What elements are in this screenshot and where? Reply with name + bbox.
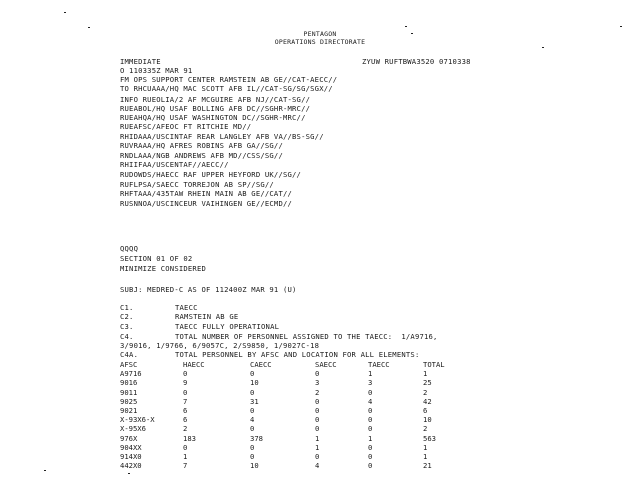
header-line-1: PENTAGON [303, 30, 337, 38]
to-line: TO RHCUAAA/HQ MAC SCOTT AFB IL//CAT-SG/SG/SGX// [120, 84, 333, 93]
afsc-cell: 9025 [120, 396, 138, 406]
afsc-cell: 9021 [120, 406, 138, 416]
afsc-cell: X-95X6 [120, 424, 146, 434]
section-line: SECTION 01 OF 02 [120, 254, 193, 263]
count-cell: 0 [368, 452, 373, 462]
column-header: SAECC [315, 360, 337, 369]
count-cell: 0 [315, 424, 320, 434]
count-cell: 0 [183, 369, 188, 379]
count-cell: 6 [183, 406, 188, 416]
table-row [120, 397, 473, 406]
count-cell: 0 [250, 452, 255, 462]
header-line-2: OPERATIONS DIRECTORATE [274, 38, 366, 46]
info-line: RNDLAAA/NGB ANDREWS AFB MD//CSS/SG// [120, 151, 283, 160]
info-line: RUEAHQA/HQ USAF WASHINGTON DC//SGHR-MRC// [120, 113, 306, 122]
count-cell: 0 [315, 406, 320, 416]
scan-speck [411, 33, 413, 34]
info-line: RUEAFSC/AFEOC FT RITCHIE MD// [120, 122, 252, 131]
count-cell: 1 [368, 369, 373, 379]
count-cell: 3 [368, 378, 373, 388]
count-cell: 0 [183, 387, 188, 397]
column-header: TAECC [368, 360, 390, 369]
date-time-group: O 110335Z MAR 91 [120, 66, 193, 75]
count-cell: 0 [368, 461, 373, 471]
table-header-row [120, 360, 473, 369]
afsc-cell: 914X0 [120, 452, 142, 462]
column-header: AFSC [120, 360, 138, 369]
table-row [120, 406, 473, 415]
item-text: TOTAL NUMBER OF PERSONNEL ASSIGNED TO THE TAECC: 1/A9716, [175, 332, 438, 341]
count-cell: 0 [368, 442, 373, 452]
count-cell: 10 [250, 378, 259, 388]
count-cell: 9 [183, 378, 188, 388]
count-cell: 0 [368, 424, 373, 434]
count-cell: 0 [183, 442, 188, 452]
count-cell: 0 [315, 369, 320, 379]
item-text: TAECC [175, 303, 198, 312]
item-number: C1. [120, 303, 134, 312]
message-break: QQQQ [120, 244, 139, 253]
minimize-line: MINIMIZE CONSIDERED [120, 264, 207, 273]
info-line: RHIIFAA/USCENTAF//AECC// [120, 160, 229, 169]
item-text: TAECC FULLY OPERATIONAL [175, 322, 280, 331]
count-cell: 0 [315, 415, 320, 425]
count-cell: 2 [315, 387, 320, 397]
column-header: CAECC [250, 360, 272, 369]
info-line: RUVRAAA/HQ AFRES ROBINS AFB GA//SG// [120, 141, 283, 150]
count-cell: 0 [368, 406, 373, 416]
count-cell: 4 [315, 461, 320, 471]
item-number: C4A. [120, 350, 139, 359]
count-cell: 1 [315, 433, 320, 443]
item-continuation: 3/9016, 1/9766, 6/9057C, 2/S9850, 1/9027C-18 [120, 341, 320, 350]
scan-speck [405, 26, 407, 27]
count-cell: 378 [250, 433, 263, 443]
item-number: C2. [120, 312, 134, 321]
count-cell: 6 [423, 406, 428, 416]
from-line: FM OPS SUPPORT CENTER RAMSTEIN AB GE//CAT-AECC// [120, 75, 338, 84]
count-cell: 1 [315, 442, 320, 452]
count-cell: 7 [183, 461, 188, 471]
afsc-cell: 442X0 [120, 461, 142, 471]
count-cell: 1 [423, 452, 428, 462]
count-cell: 0 [250, 406, 255, 416]
count-cell: 2 [423, 387, 428, 397]
info-line: INFO RUEOLIA/2 AF MCGUIRE AFB NJ//CAT-SG// [120, 95, 311, 104]
info-line: RUFLPSA/SAECC TORREJON AB SP//SG// [120, 180, 274, 189]
afsc-cell: 904XX [120, 442, 142, 452]
count-cell: 10 [250, 461, 259, 471]
count-cell: 42 [423, 396, 432, 406]
count-cell: 0 [250, 424, 255, 434]
count-cell: 0 [250, 442, 255, 452]
afsc-cell: 976X [120, 433, 138, 443]
scan-speck [128, 473, 130, 474]
count-cell: 183 [183, 433, 196, 443]
item-text: RAMSTEIN AB GE [175, 312, 239, 321]
count-cell: 0 [368, 387, 373, 397]
table-row [120, 388, 473, 397]
afsc-cell: A9716 [120, 369, 142, 379]
scan-speck [542, 47, 544, 48]
afsc-cell: 9016 [120, 378, 138, 388]
count-cell: 2 [183, 424, 188, 434]
table-row [120, 452, 473, 461]
count-cell: 2 [423, 424, 428, 434]
info-line: RUEABOL/HQ USAF BOLLING AFB DC//SGHR-MRC// [120, 104, 311, 113]
count-cell: 6 [183, 415, 188, 425]
count-cell: 4 [368, 396, 373, 406]
count-cell: 31 [250, 396, 259, 406]
table-row [120, 443, 473, 452]
precedence: IMMEDIATE [120, 57, 161, 66]
count-cell: 3 [315, 378, 320, 388]
table-row [120, 415, 473, 424]
info-line: RHIDAAA/USCINTAF REAR LANGLEY AFB VA//BS-SG// [120, 132, 324, 141]
routing-indicator: ZYUW RUFTBWA3520 0710338 [362, 57, 471, 66]
personnel-table [120, 360, 473, 470]
count-cell: 10 [423, 415, 432, 425]
scan-speck [620, 26, 622, 27]
count-cell: 0 [315, 396, 320, 406]
count-cell: 0 [315, 452, 320, 462]
count-cell: 7 [183, 396, 188, 406]
column-header: HAECC [183, 360, 205, 369]
item-number: C3. [120, 322, 134, 331]
table-row [120, 461, 473, 470]
afsc-cell: X-93X6-X [120, 415, 155, 425]
scan-speck [44, 470, 46, 471]
afsc-cell: 9011 [120, 387, 138, 397]
count-cell: 1 [368, 433, 373, 443]
table-row [120, 434, 473, 443]
subject-line: SUBJ: MEDRED-C AS OF 112400Z MAR 91 (U) [120, 285, 297, 294]
count-cell: 1 [423, 442, 428, 452]
count-cell: 21 [423, 461, 432, 471]
table-row [120, 369, 473, 378]
column-header: TOTAL [423, 360, 445, 369]
item-text: TOTAL PERSONNEL BY AFSC AND LOCATION FOR ALL ELEMENTS: [175, 350, 420, 359]
info-line: RHFTAAA/435TAW RHEIN MAIN AB GE//CAT// [120, 189, 293, 198]
scan-speck [88, 27, 90, 28]
item-number: C4. [120, 332, 134, 341]
info-line: RUSNNOA/USCINCEUR VAIHINGEN GE//ECMD// [120, 199, 293, 208]
count-cell: 0 [250, 387, 255, 397]
count-cell: 4 [250, 415, 255, 425]
count-cell: 1 [183, 452, 188, 462]
scan-speck [64, 12, 66, 13]
table-row [120, 424, 473, 433]
count-cell: 1 [423, 369, 428, 379]
table-row [120, 378, 473, 387]
count-cell: 25 [423, 378, 432, 388]
count-cell: 0 [250, 369, 255, 379]
count-cell: 563 [423, 433, 436, 443]
count-cell: 0 [368, 415, 373, 425]
info-line: RUDOWDS/HAECC RAF UPPER HEYFORD UK//SG// [120, 170, 302, 179]
